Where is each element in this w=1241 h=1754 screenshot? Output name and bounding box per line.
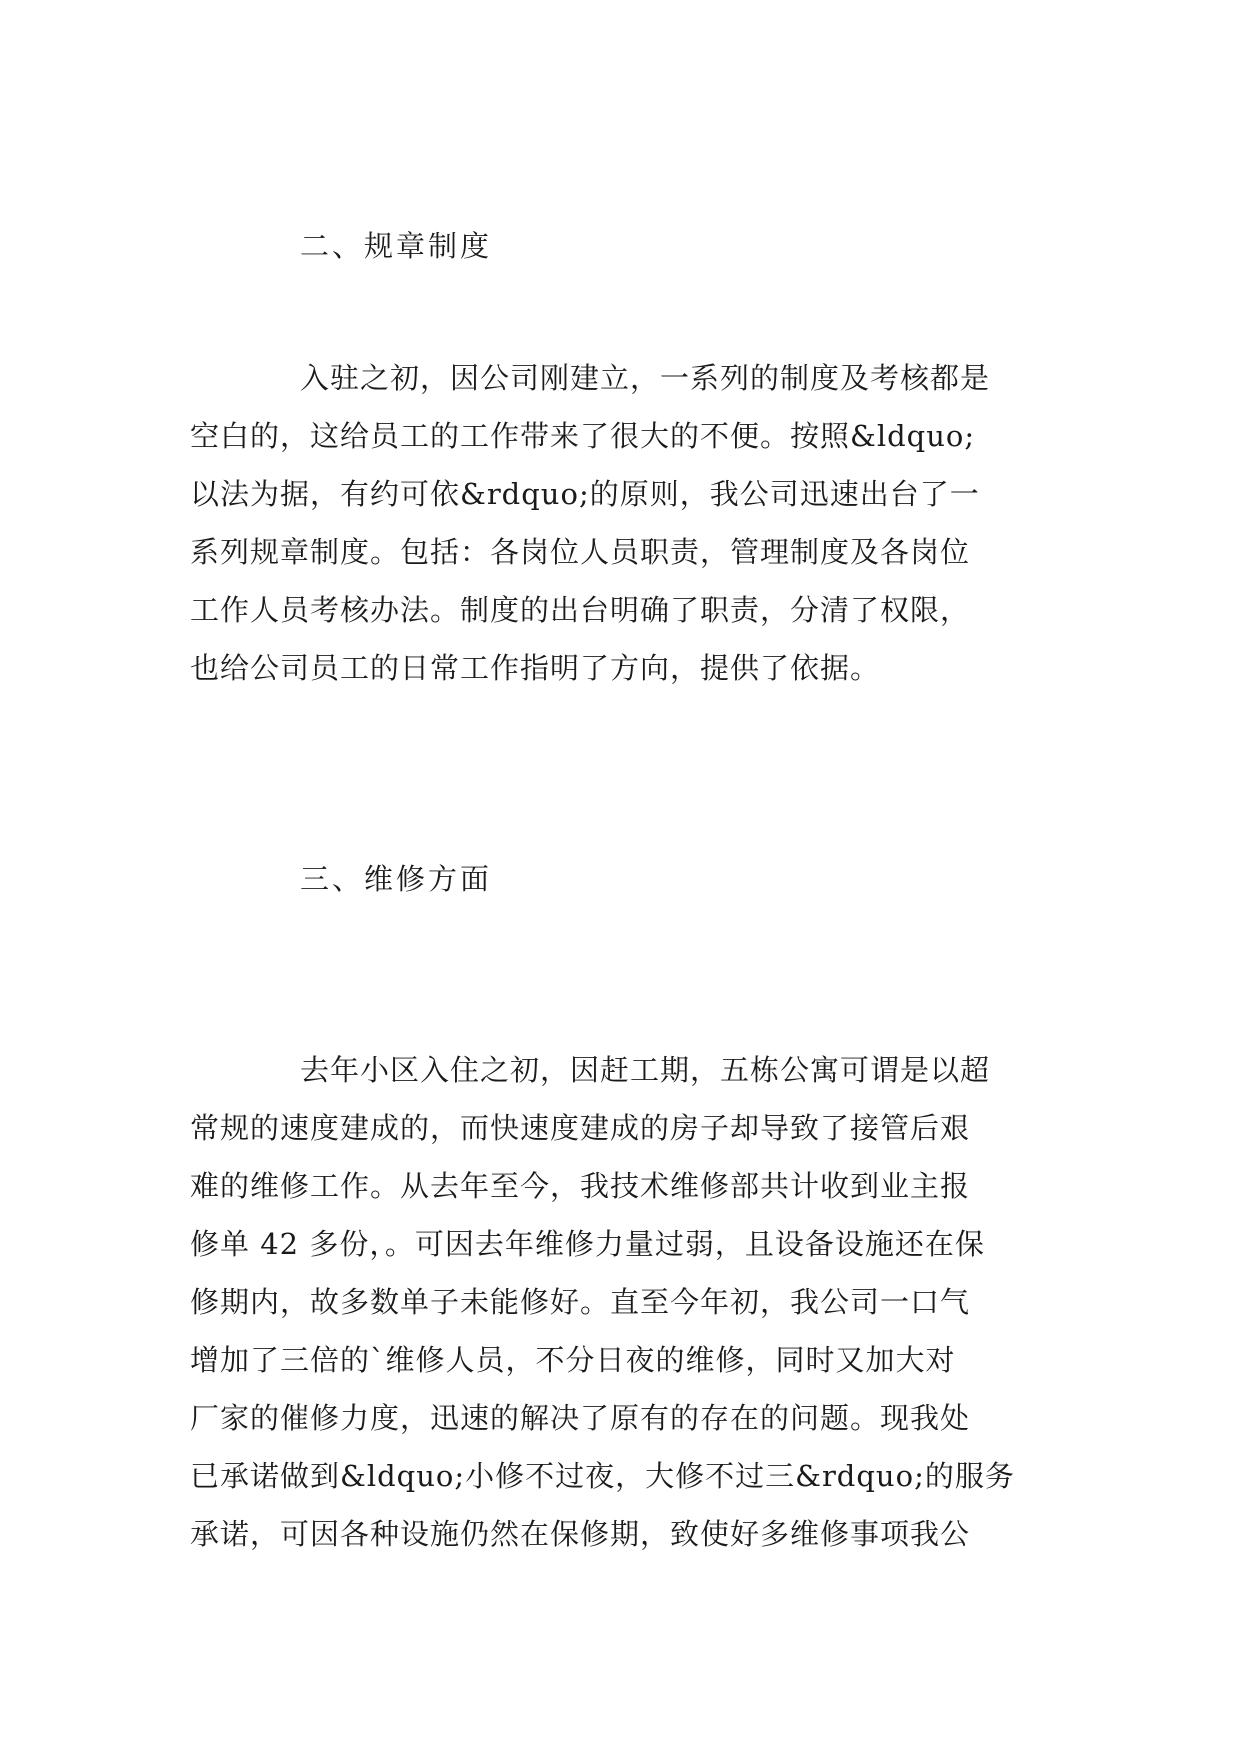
paragraph-line: 去年小区入住之初，因赶工期，五栋公寓可谓是以超 — [300, 1053, 991, 1087]
paragraph-regulations — [190, 349, 1070, 697]
paragraph-line: 厂家的催修力度，迅速的解决了原有的存在的问题。现我处 — [190, 1401, 971, 1435]
paragraph-line: 常规的速度建成的，而快速度建成的房子却导致了接管后艰 — [190, 1111, 971, 1145]
paragraph-line: 已承诺做到&ldquo;小修不过夜，大修不过三&rdquo;的服务 — [190, 1459, 1015, 1493]
paragraph-line: 系列规章制度。包括：各岗位人员职责，管理制度及各岗位 — [190, 535, 971, 569]
paragraph-line: 也给公司员工的日常工作指明了方向，提供了依据。 — [190, 651, 881, 685]
section-heading-maintenance: 三、维修方面 — [300, 862, 493, 896]
paragraph-line: 增加了三倍的`维修人员，不分日夜的维修，同时又加大对 — [190, 1343, 956, 1377]
paragraph-line: 空白的，这给员工的工作带来了很大的不便。按照&ldquo; — [190, 419, 976, 453]
paragraph-line: 承诺，可因各种设施仍然在保修期，致使好多维修事项我公 — [190, 1517, 971, 1551]
paragraph-line: 修单 42 多份，。可因去年维修力量过弱，且设备设施还在保 — [190, 1227, 985, 1261]
paragraph-line: 工作人员考核办法。制度的出台明确了职责，分清了权限， — [190, 593, 971, 627]
paragraph-line: 修期内，故多数单子未能修好。直至今年初，我公司一口气 — [190, 1285, 971, 1319]
section-heading-regulations: 二、规章制度 — [300, 229, 493, 263]
paragraph-line: 入驻之初，因公司刚建立，一系列的制度及考核都是 — [300, 361, 991, 395]
paragraph-line: 难的维修工作。从去年至今，我技术维修部共计收到业主报 — [190, 1169, 971, 1203]
paragraph-line: 以法为据，有约可依&rdquo;的原则，我公司迅速出台了一 — [190, 477, 980, 511]
paragraph-maintenance — [190, 1041, 1070, 1563]
